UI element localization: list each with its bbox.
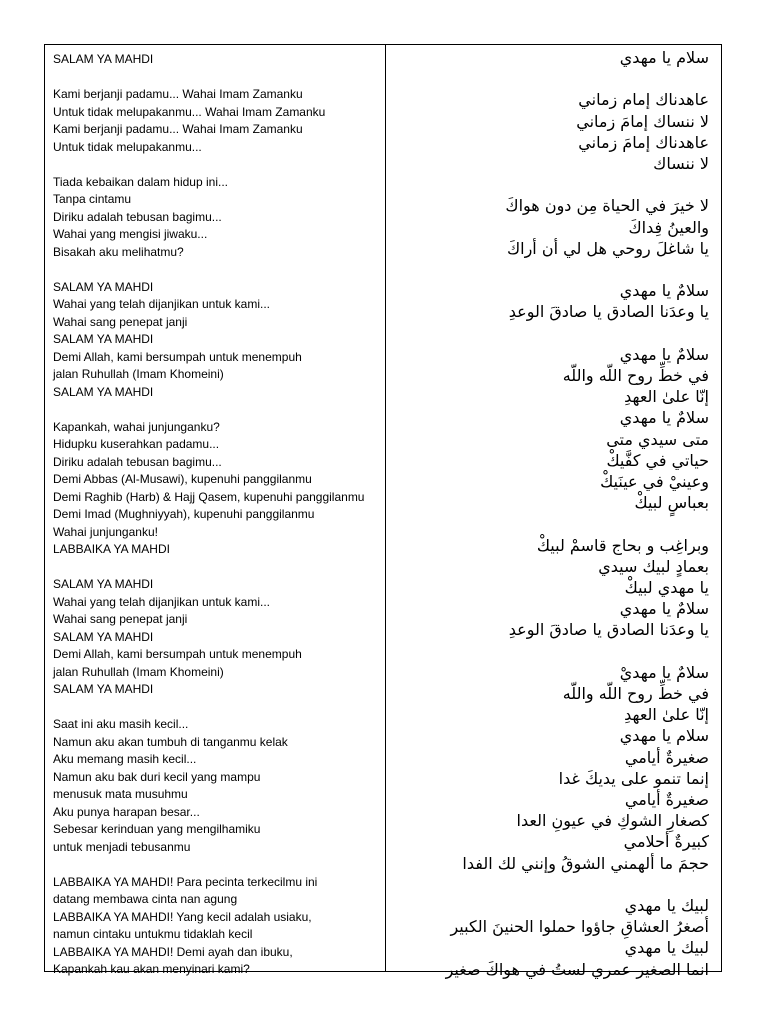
- indonesian-line: LABBAIKA YA MAHDI! Para pecinta terkecilmu ini: [53, 874, 318, 889]
- arabic-spacer: [389, 174, 709, 195]
- arabic-spacer: [389, 641, 709, 662]
- indonesian-spacer: [53, 156, 383, 174]
- indonesian-line: Demi Allah, kami bersumpah untuk menempuh: [53, 647, 302, 661]
- indonesian-line: LABBAIKA YA MAHDI! Yang kecil adalah usiaku,: [53, 909, 312, 924]
- indonesian-line: SALAM YA MAHDI: [53, 279, 154, 294]
- indonesian-line: Kami berjanji padamu... Wahai Imam Zamanku: [53, 87, 303, 101]
- lyrics-table: [44, 44, 722, 979]
- arabic-line: أصغرُ العشاقِ جاؤوا حملوا الحنينَ الكبير: [450, 917, 709, 937]
- arabic-spacer: [389, 68, 709, 89]
- indonesian-line: Wahai sang penepat janji: [53, 612, 188, 626]
- indonesian-line: Hidupku kuserahkan padamu...: [53, 437, 220, 451]
- arabic-line: حياتي في كفَّيكْ: [606, 450, 709, 470]
- arabic-line: يا مهدي لبيكْ: [624, 578, 709, 597]
- arabic-line: وعينيْ في عينَيكْ: [600, 472, 709, 491]
- indonesian-line: Kami berjanji padamu... Wahai Imam Zamanku: [53, 122, 303, 136]
- indonesian-line: Aku punya harapan besar...: [53, 804, 200, 819]
- indonesian-line: untuk menjadi tebusanmu: [53, 839, 191, 854]
- indonesian-line: datang membawa cinta nan agung: [53, 892, 238, 906]
- arabic-column: [389, 47, 709, 980]
- arabic-line: حجمَ ما ألهمني الشوقُ وإنني لك الفدا: [462, 853, 709, 873]
- indonesian-spacer: [53, 401, 383, 419]
- indonesian-line: SALAM YA MAHDI: [53, 52, 154, 66]
- indonesian-line: jalan Ruhullah (Imam Khomeini): [53, 367, 224, 381]
- arabic-line: كبيرةٌ أحلامي: [623, 832, 709, 852]
- indonesian-line: SALAM YA MAHDI: [53, 682, 154, 696]
- indonesian-line: Bisakah aku melihatmu?: [53, 244, 184, 259]
- indonesian-line: Diriku adalah tebusan bagimu...: [53, 454, 222, 469]
- indonesian-line: Tiada kebaikan dalam hidup ini...: [53, 174, 228, 189]
- indonesian-line: Demi Imad (Mughniyyah), kupenuhi panggilanmu: [53, 507, 315, 521]
- indonesian-line: Wahai junjunganku!: [53, 524, 158, 539]
- indonesian-spacer: [53, 69, 383, 87]
- indonesian-line: namun cintaku untukmu tidaklah kecil: [53, 927, 253, 941]
- arabic-line: كصغارِ الشوكِ في عيونِ العدا: [516, 811, 709, 831]
- indonesian-line: SALAM YA MAHDI: [53, 384, 154, 399]
- arabic-line: صغيرةٌ أيامي: [624, 790, 709, 810]
- arabic-line: لا ننساك إمامَ زماني: [576, 111, 709, 131]
- arabic-line: عاهدناك إمام زماني: [578, 90, 709, 110]
- arabic-spacer: [389, 259, 709, 280]
- arabic-line: وبراغِب و بحاج قاسمْ لبيكْ: [536, 535, 709, 555]
- arabic-line: سلامٌ يا مهدي: [619, 344, 709, 364]
- arabic-line: يا وعدَنا الصادق يا صادقَ الوعدِ: [508, 620, 709, 640]
- indonesian-line: Untuk tidak melupakanmu...: [53, 139, 202, 154]
- indonesian-line: Wahai yang telah dijanjikan untuk kami...: [53, 297, 271, 311]
- arabic-line: سلامٌ يا مهدي: [619, 281, 709, 301]
- arabic-line: يا شاغلَ روحي هل لي أن أراكَ: [506, 238, 709, 258]
- arabic-line: إنّا علىٰ العهدِ: [624, 387, 709, 407]
- indonesian-line: Wahai yang mengisi jiwaku...: [53, 227, 208, 241]
- arabic-line: متى سيدي متى: [606, 429, 709, 449]
- indonesian-line: LABBAIKA YA MAHDI: [53, 542, 170, 556]
- indonesian-line: Aku memang masih kecil...: [53, 752, 197, 766]
- arabic-line: إنّا علىٰ العهدِ: [624, 705, 709, 725]
- arabic-line: لا ننساك: [653, 154, 709, 173]
- indonesian-line: Tanpa cintamu: [53, 192, 132, 206]
- arabic-line: عاهدناك إمامَ زماني: [578, 132, 709, 152]
- indonesian-line: SALAM YA MAHDI: [53, 577, 154, 591]
- indonesian-line: menusuk mata musuhmu: [53, 787, 188, 801]
- arabic-line: انما الصغير عمري لستُ في هواكَ صغير: [445, 959, 709, 979]
- arabic-spacer: [389, 874, 709, 895]
- arabic-line: سلام يا مهدي: [619, 48, 709, 67]
- arabic-line: بعمادٍ لبيك سيدي: [598, 556, 709, 576]
- indonesian-line: Diriku adalah tebusan bagimu...: [53, 209, 222, 224]
- indonesian-line: Demi Abbas (Al-Musawi), kupenuhi panggilanmu: [53, 472, 312, 486]
- indonesian-line: Wahai sang penepat janji: [53, 314, 188, 329]
- indonesian-spacer: [53, 261, 383, 279]
- arabic-line: لبيك يا مهدي: [624, 938, 709, 958]
- arabic-spacer: [389, 513, 709, 534]
- arabic-line: إنما تنمو على يديكَ غدا: [558, 768, 709, 788]
- indonesian-line: Kapankah kau akan menyinari kami?: [53, 962, 250, 976]
- indonesian-line: Untuk tidak melupakanmu... Wahai Imam Zamanku: [53, 104, 326, 119]
- indonesian-spacer: [53, 559, 383, 577]
- indonesian-spacer: [53, 856, 383, 874]
- indonesian-line: SALAM YA MAHDI: [53, 332, 154, 346]
- arabic-line: بعباسٍ لبيكْ: [634, 493, 709, 513]
- arabic-line: والعينُ فِداكَ: [628, 217, 709, 237]
- column-divider: [385, 45, 386, 971]
- indonesian-line: Demi Allah, kami bersumpah untuk menempuh: [53, 349, 302, 364]
- arabic-line: في خطِّ روح اللّه واللّه: [562, 684, 709, 703]
- indonesian-line: Saat ini aku masih kecil...: [53, 717, 189, 731]
- arabic-line: لا خيرَ في الحياة مِن دون هواكَ: [505, 196, 709, 216]
- indonesian-line: Kapankah, wahai junjunganku?: [53, 419, 220, 434]
- arabic-line: يا وعدَنا الصادق يا صادقَ الوعدِ: [508, 302, 709, 322]
- indonesian-line: Sebesar kerinduan yang mengilhamiku: [53, 822, 261, 836]
- arabic-line: صغيرةٌ أيامي: [624, 747, 709, 767]
- indonesian-line: Wahai yang telah dijanjikan untuk kami...: [53, 594, 271, 609]
- indonesian-line: LABBAIKA YA MAHDI! Demi ayah dan ibuku,: [53, 944, 293, 959]
- indonesian-spacer: [53, 699, 383, 717]
- arabic-line: سلامٌ يا مهديْ: [619, 662, 709, 682]
- arabic-line: سلام يا مهدي: [619, 726, 709, 746]
- indonesian-line: jalan Ruhullah (Imam Khomeini): [53, 664, 224, 679]
- arabic-line: في خطِّ روح اللّه واللّه: [562, 365, 709, 385]
- arabic-line: لبيك يا مهدي: [624, 896, 709, 916]
- indonesian-line: Demi Raghib (Harb) & Hajj Qasem, kupenuhi panggilanmu: [53, 489, 365, 504]
- arabic-spacer: [389, 323, 709, 344]
- indonesian-line: Namun aku akan tumbuh di tanganmu kelak: [53, 734, 288, 749]
- arabic-line: سلامٌ يا مهدي: [619, 599, 709, 619]
- indonesian-column: [53, 51, 383, 979]
- arabic-line: سلامٌ يا مهدي: [619, 408, 709, 428]
- indonesian-line: Namun aku bak duri kecil yang mampu: [53, 769, 261, 784]
- indonesian-line: SALAM YA MAHDI: [53, 629, 154, 644]
